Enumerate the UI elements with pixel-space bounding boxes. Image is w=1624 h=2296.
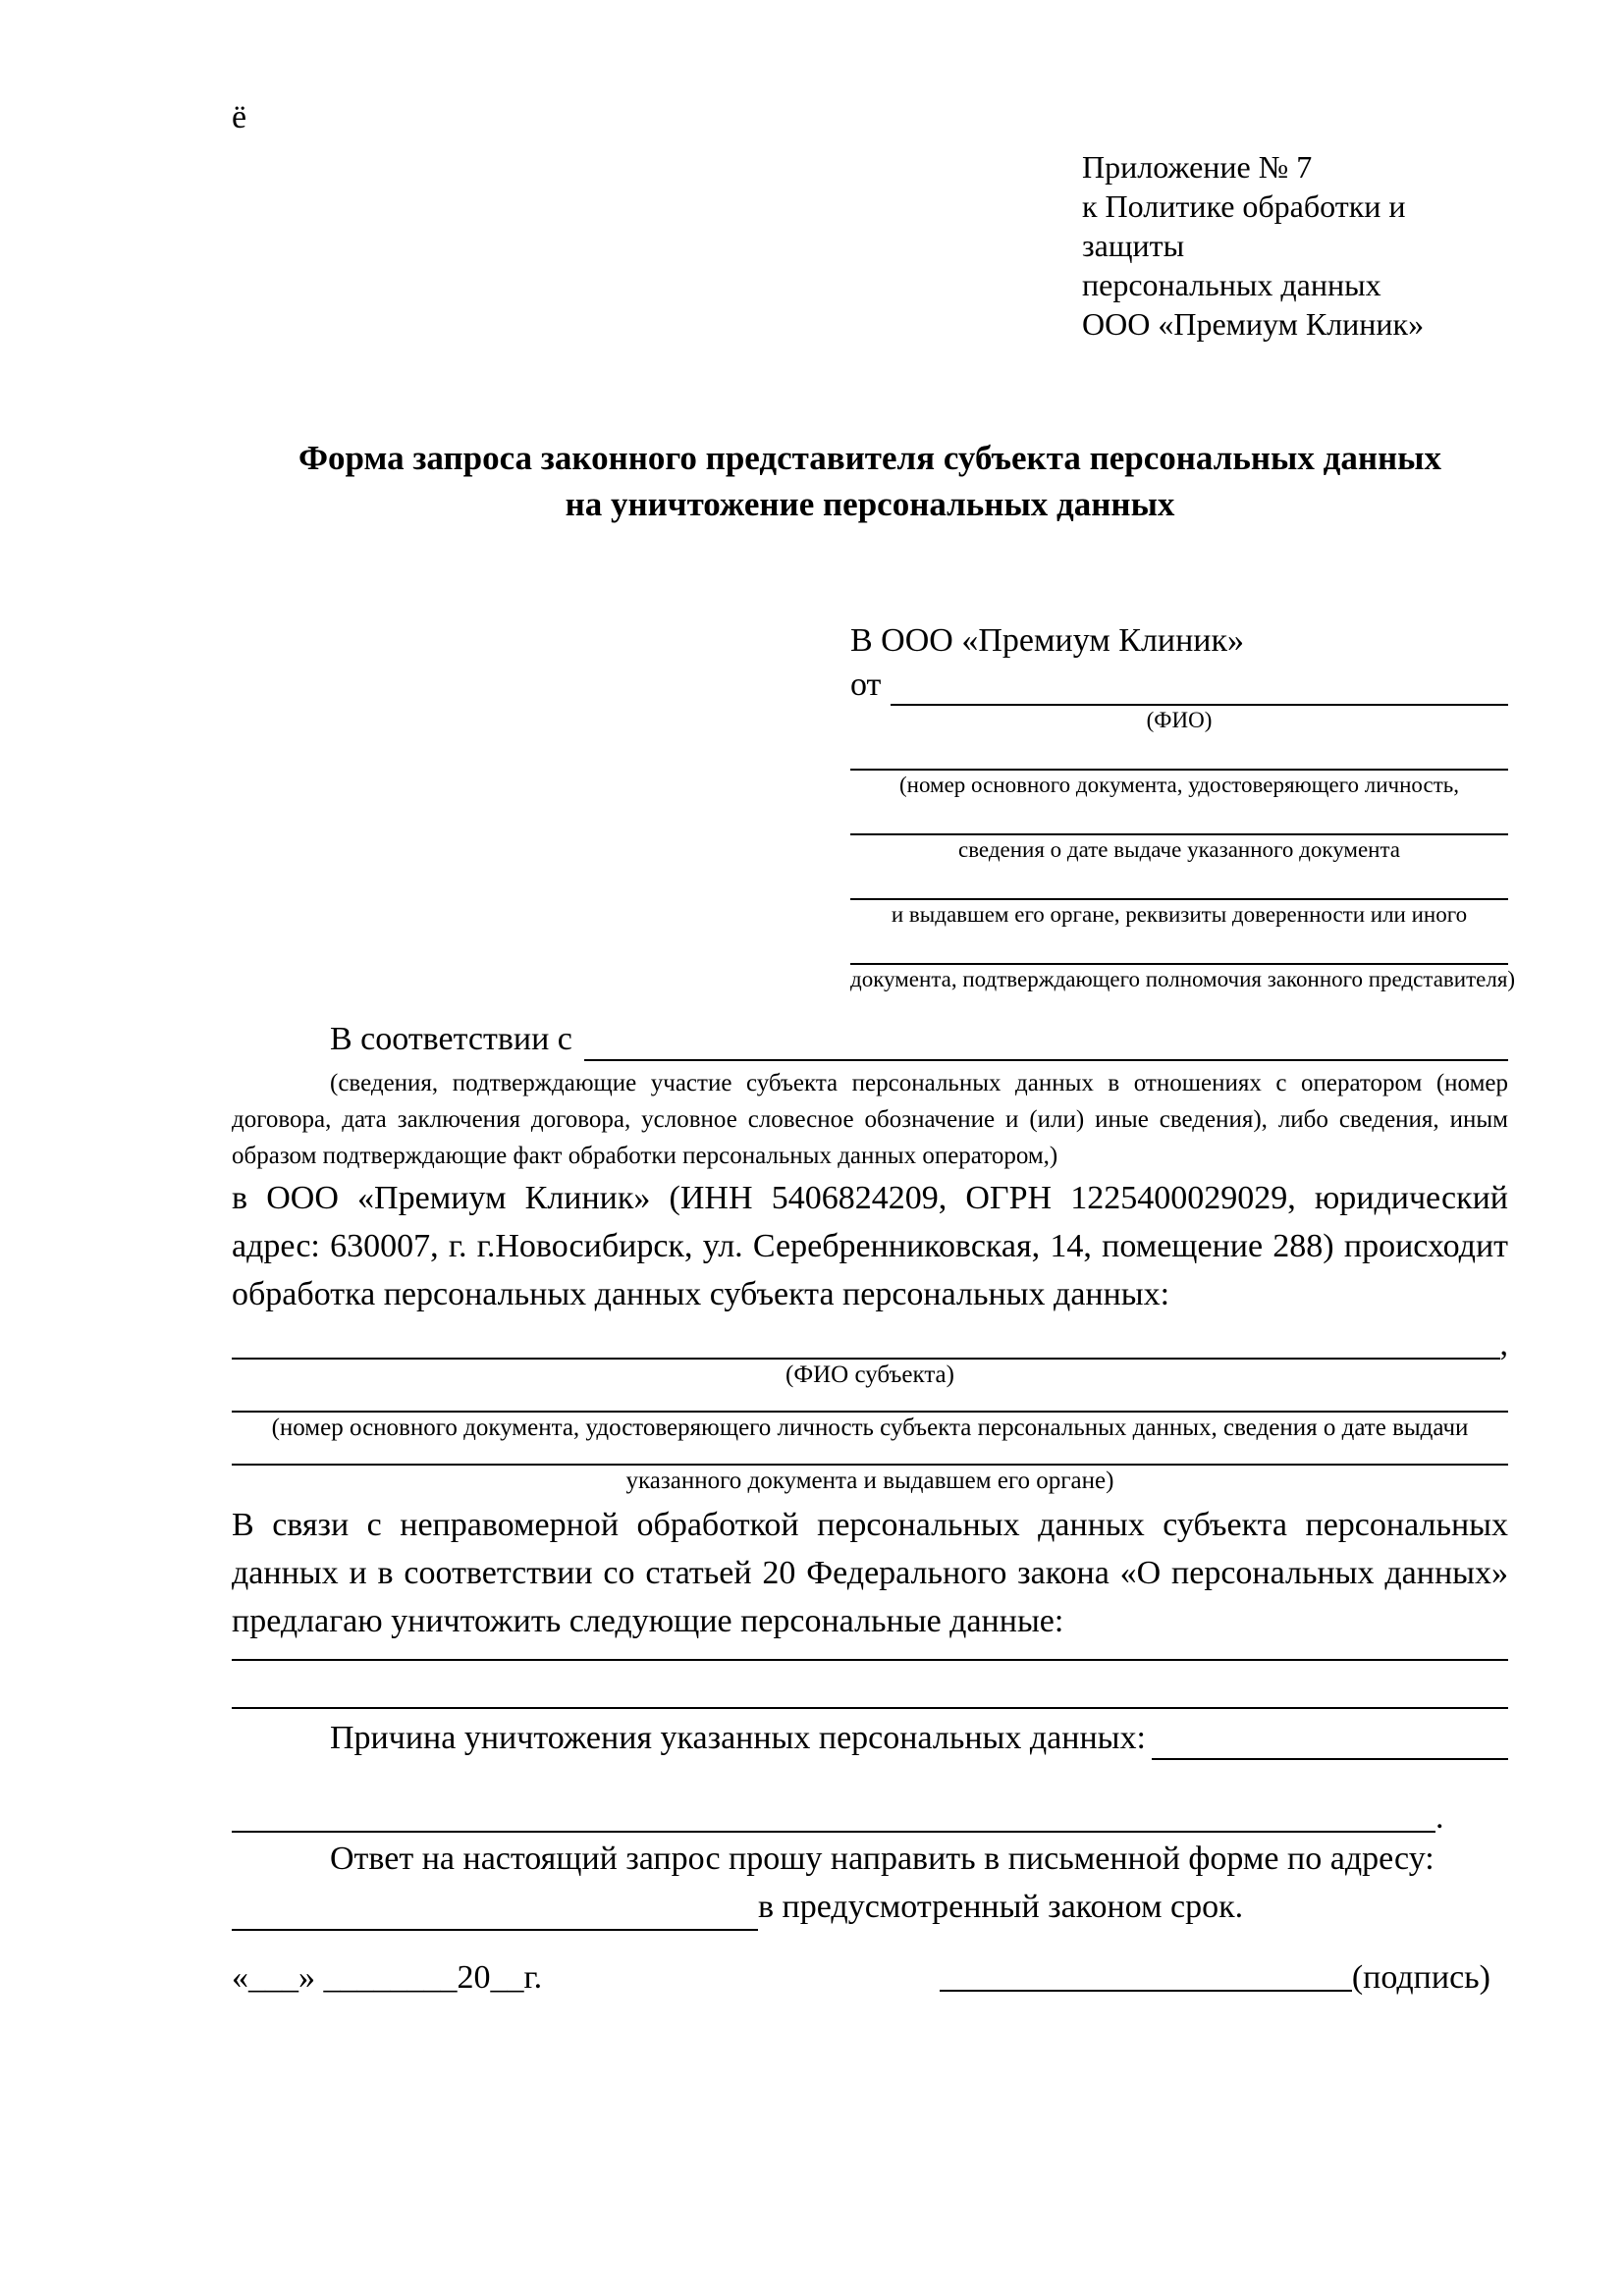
signature-blank[interactable] (940, 1990, 1352, 1992)
title-line-1: Форма запроса законного представителя субъекта персональных данных (298, 439, 1441, 477)
accordance-caption: (сведения, подтверждающие участие субъекта персональных данных в отношениях с оператором (номер договора, дата заключения договора, условное словесное обозначение и (или) иные сведения), либо сведения, иным образом подтверждающие факт обработки персональных данных оператором,) (232, 1070, 1508, 1169)
reason-blank-1[interactable] (1152, 1758, 1508, 1760)
operator-paragraph: в ООО «Премиум Клиник» (ИНН 5406824209, ОГРН 1225400029029, юридический адрес: 630007, г. г.Новосибирск, ул. Серебренниковская, 14, помещение 288) происходит обработка персональных данных субъекта персональных данных: (232, 1180, 1508, 1312)
subject-fio-blank[interactable] (232, 1358, 1500, 1360)
reply-address-row (232, 1883, 1508, 1931)
subject-fio-row (232, 1326, 1508, 1362)
from-label: от (850, 667, 882, 703)
representative-name-blank[interactable] (891, 704, 1508, 706)
reason-row (232, 1717, 1508, 1760)
destroy-data-blank-2[interactable] (232, 1707, 1508, 1709)
reason-period: . (1435, 1799, 1444, 1836)
signature-group (940, 1956, 1490, 2000)
appendix-block (1082, 147, 1508, 344)
subject-doc-blank-1[interactable] (232, 1411, 1508, 1413)
destroy-paragraph: В связи с неправомерной обработкой персональных данных субъекта персональных данных и в соответствии со статьей 20 Федерального закона «О персональных данных» предлагаю уничтожить следующие персональные данные: (232, 1507, 1508, 1639)
representative-doc-caption-3: и выдавшем его органе, реквизиты доверенности или иного (891, 902, 1468, 927)
accordance-blank[interactable] (584, 1059, 1508, 1061)
addressee-organization: В ООО «Премиум Клиник» (850, 622, 1245, 659)
document-title (232, 435, 1508, 527)
representative-doc-blank-4[interactable] (850, 963, 1508, 965)
subject-doc-caption-1: (номер основного документа, удостоверяющего личность субъекта персональных данных, сведения о дате выдачи (271, 1415, 1469, 1441)
reply-suffix: в предусмотренный законом срок. (758, 1889, 1244, 1925)
accordance-row (232, 1018, 1508, 1061)
date-blank[interactable]: «___» ________20__г. (232, 1959, 543, 1996)
appendix-line-1: Приложение № 7 (1082, 149, 1313, 185)
reply-paragraph: Ответ на настоящий запрос прошу направить в письменной форме по адресу: (330, 1841, 1435, 1877)
representative-doc-blank-2[interactable] (850, 833, 1508, 835)
representative-doc-blank-3[interactable] (850, 898, 1508, 900)
reason-blank-2[interactable] (232, 1831, 1435, 1833)
signature-caption: (подпись) (1351, 1959, 1490, 1996)
reason-continuation-row (232, 1799, 1508, 1836)
reply-address-blank[interactable] (232, 1929, 758, 1931)
footer-row (232, 1956, 1508, 2000)
reason-label: Причина уничтожения указанных персональных данных: (330, 1720, 1146, 1756)
subject-line-comma: , (1499, 1326, 1508, 1362)
representative-doc-blank-1[interactable] (850, 769, 1508, 771)
fio-caption: (ФИО) (1146, 708, 1213, 732)
subject-doc-caption-2: указанного документа и выдавшем его органе) (625, 1468, 1114, 1494)
accordance-label: В соответствии с (330, 1021, 572, 1057)
subject-fio-caption: (ФИО субъекта) (785, 1362, 954, 1388)
appendix-line-2: к Политике обработки и защиты (1082, 188, 1406, 263)
stray-char: ё (232, 99, 247, 135)
appendix-line-3: персональных данных (1082, 267, 1381, 302)
representative-doc-caption-2: сведения о дате выдаче указанного документа (957, 837, 1401, 862)
subject-doc-blank-2[interactable] (232, 1464, 1508, 1466)
title-line-2: на уничтожение персональных данных (565, 485, 1175, 523)
destroy-data-blank-1[interactable] (232, 1659, 1508, 1661)
representative-doc-caption-1: (номер основного документа, удостоверяющего личность, (898, 773, 1459, 797)
from-row (850, 665, 1508, 706)
addressee-block (850, 621, 1516, 992)
appendix-line-4: ООО «Премиум Клиник» (1082, 306, 1425, 342)
representative-doc-caption-4: документа, подтверждающего полномочия законного представителя) (850, 967, 1516, 991)
